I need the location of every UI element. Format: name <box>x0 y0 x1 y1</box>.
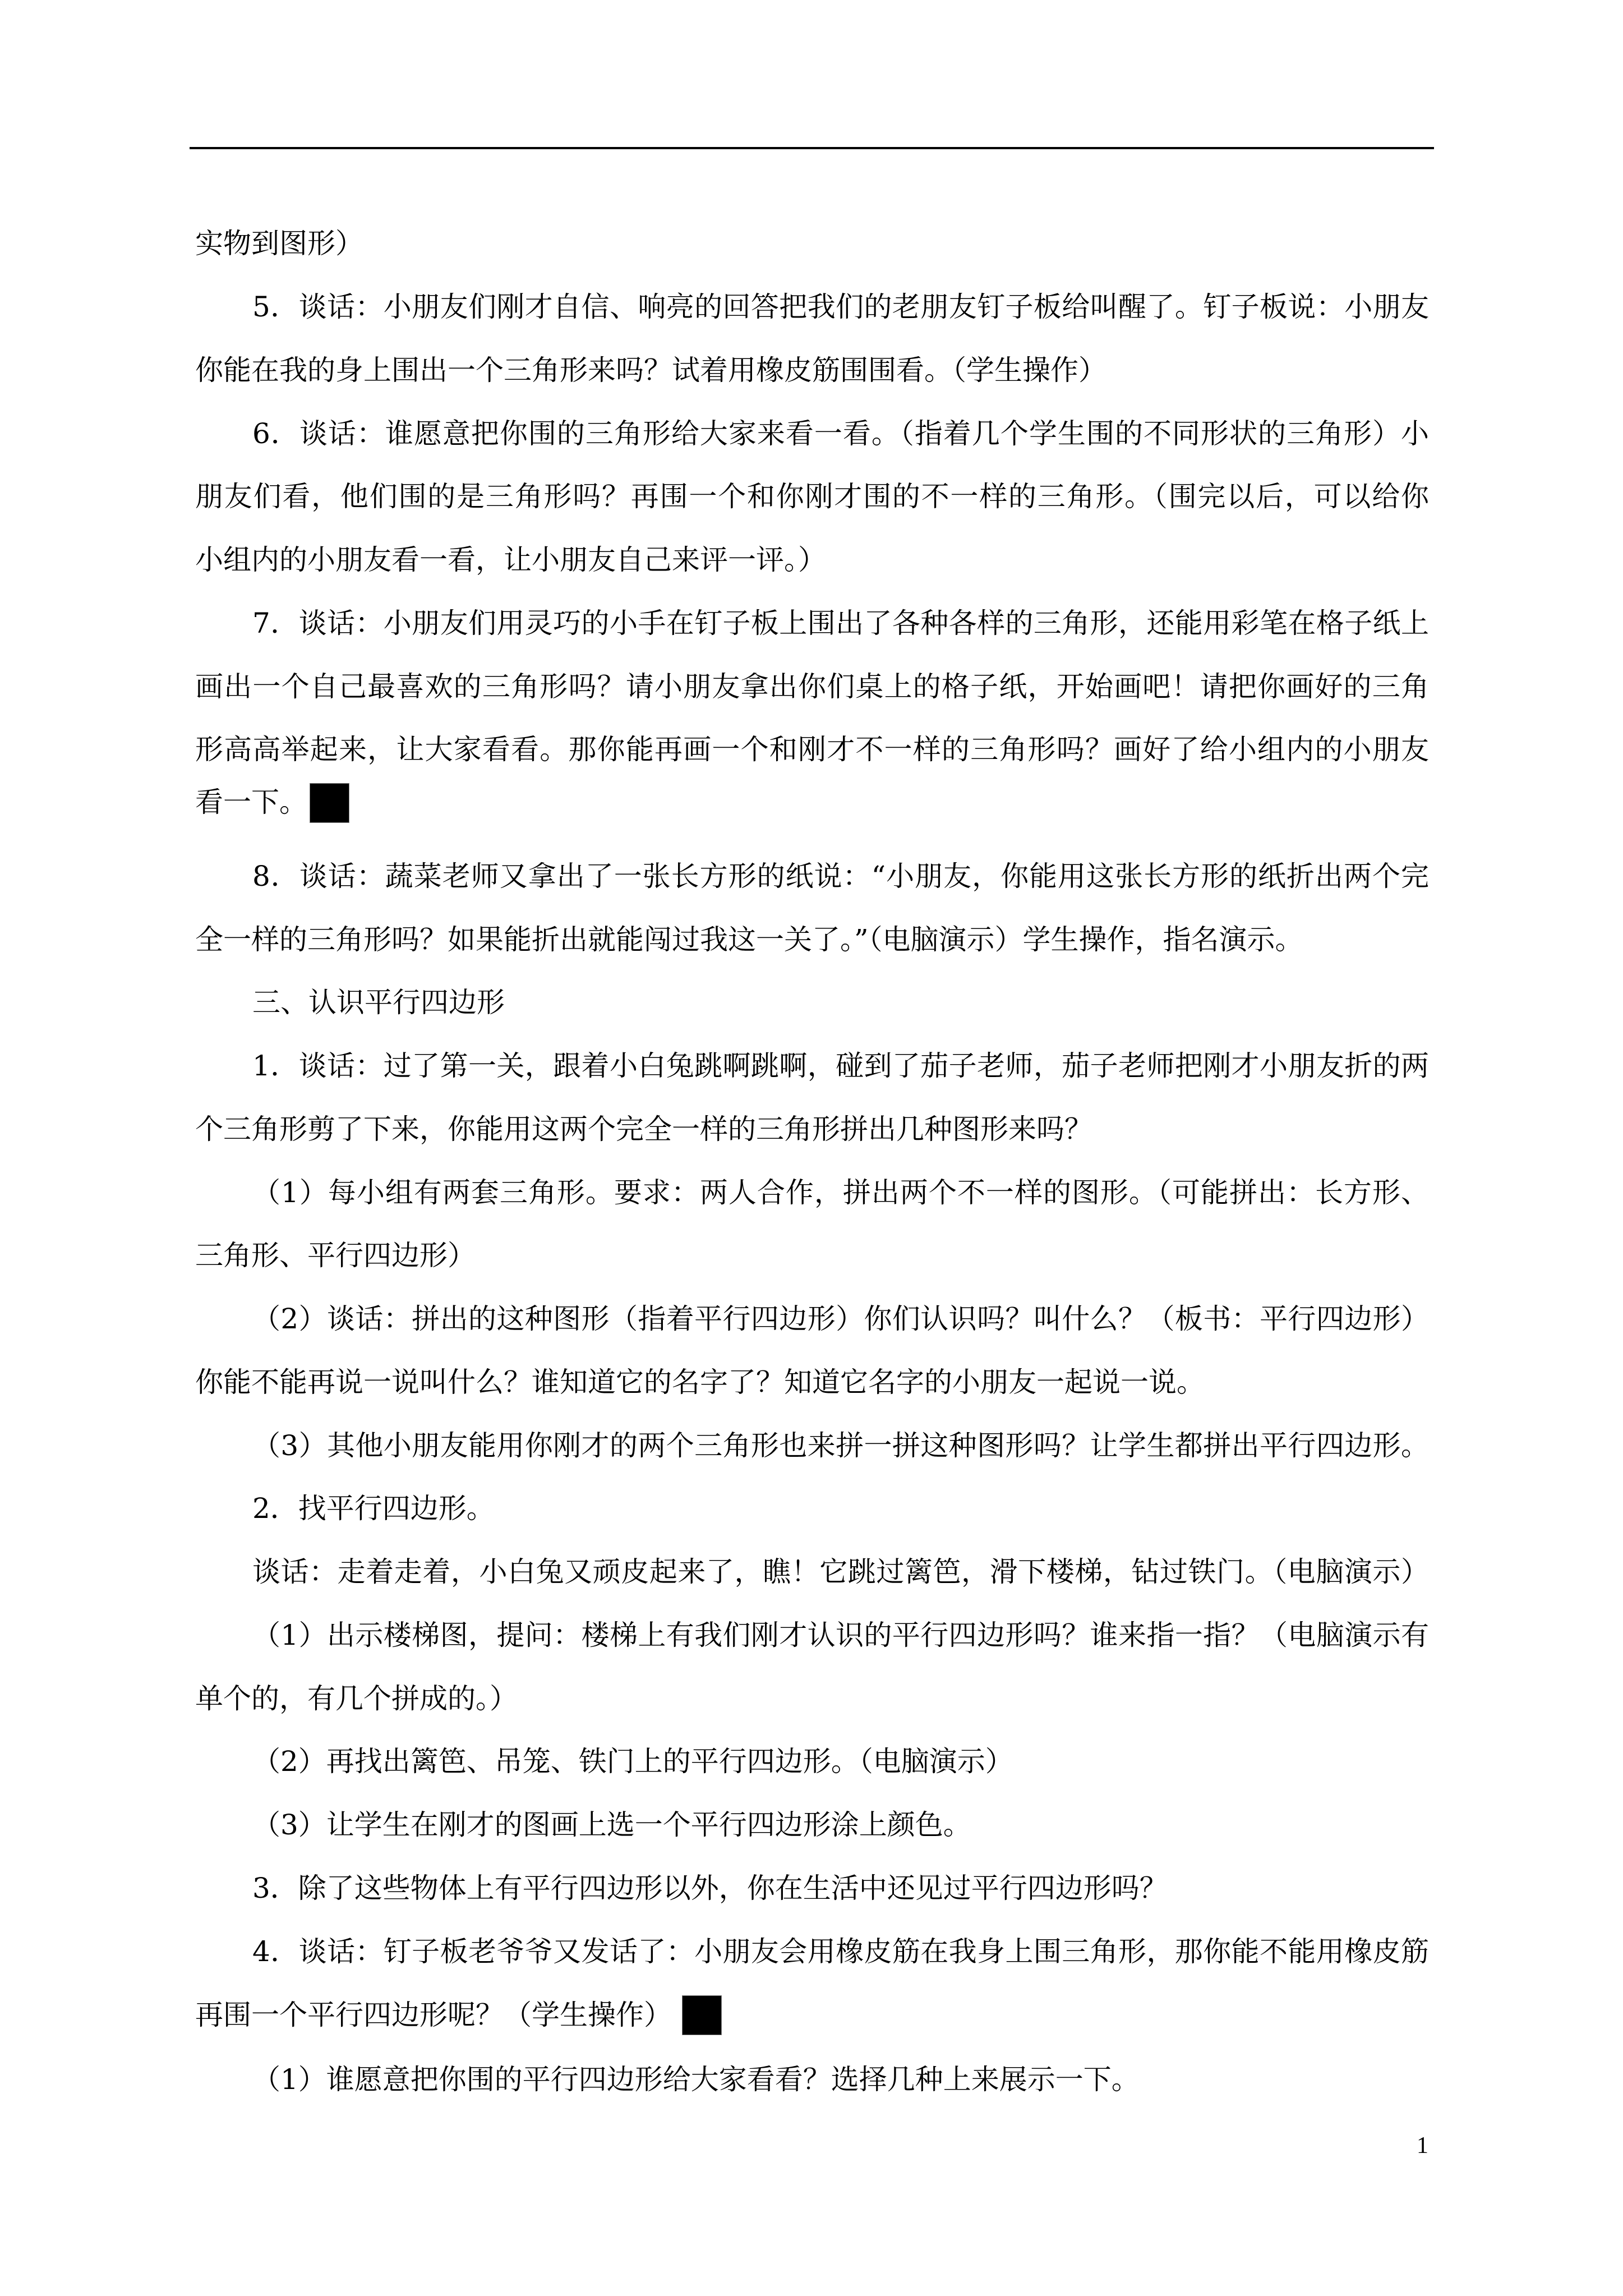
text-line: （2）再找出篱笆、吊笼、铁门上的平行四边形。（电脑演示） <box>252 1745 1013 1778</box>
text-line: （3）其他小朋友能用你刚才的两个三角形也来拼一拼这种图形吗？让学生都拼出平行四边形。 <box>252 1429 1429 1462</box>
text-line: 小组内的小朋友看一看，让小朋友自己来评一评。） <box>195 544 826 576</box>
text-line: （2）谈话：拼出的这种图形（指着平行四边形）你们认识吗？叫什么？（板书：平行四边形） <box>252 1303 1429 1335</box>
text-line: 形高高举起来，让大家看看。那你能再画一个和刚才不一样的三角形吗？画好了给小组内的小朋友 <box>195 733 1429 766</box>
text-line: 个三角形剪了下来，你能用这两个完全一样的三角形拼出几种图形来吗？ <box>195 1113 1092 1145</box>
text-line: 谈话：走着走着，小白兔又顽皮起来了，瞧！它跳过篱笆，滑下楼梯，钻过铁门。（电脑演示） <box>252 1556 1429 1588</box>
text-line: （1）谁愿意把你围的平行四边形给大家看看？选择几种上来展示一下。 <box>252 2063 1140 2096</box>
section-heading: 三、认识平行四边形 <box>252 986 505 1019</box>
text-line: 再围一个平行四边形呢？（学生操作） <box>195 1999 672 2031</box>
text-line: 6．谈话：谁愿意把你围的三角形给大家来看一看。（指着几个学生围的不同形状的三角形）小 <box>252 417 1429 450</box>
text-line: 三角形、平行四边形） <box>195 1239 476 1272</box>
text-line: 单个的，有几个拼成的。） <box>195 1682 518 1715</box>
text-line: 4．谈话：钉子板老爷爷又发话了：小朋友会用橡皮筋在我身上围三角形，那你能不能用橡皮筋 <box>252 1935 1429 1968</box>
header-rule <box>190 147 1434 149</box>
text-line: 朋友们看，他们围的是三角形吗？再围一个和你刚才围的不一样的三角形。（围完以后，可以给你 <box>195 480 1429 513</box>
redacted-box <box>310 783 349 823</box>
text-line: 1．谈话：过了第一关，跟着小白兔跳啊跳啊，碰到了茄子老师，茄子老师把刚才小朋友折的两 <box>252 1050 1429 1082</box>
text-line: （3）让学生在刚才的图画上选一个平行四边形涂上颜色。 <box>252 1809 971 1841</box>
text-line: 画出一个自己最喜欢的三角形吗？请小朋友拿出你们桌上的格子纸，开始画吧！请把你画好的三角 <box>195 670 1429 703</box>
text-line: 5．谈话：小朋友们刚才自信、响亮的回答把我们的老朋友钉子板给叫醒了。钉子板说：小朋友 <box>252 291 1429 323</box>
text-line: 全一样的三角形吗？如果能折出就能闯过我这一关了。”（电脑演示）学生操作，指名演示。 <box>195 923 1303 956</box>
redacted-box <box>682 1995 722 2035</box>
text-line: （1）出示楼梯图，提问：楼梯上有我们刚才认识的平行四边形吗？谁来指一指？（电脑演示有 <box>252 1619 1429 1651</box>
text-line: 看一下。 <box>195 786 307 818</box>
text-line: 2．找平行四边形。 <box>252 1492 495 1525</box>
text-line: 7．谈话：小朋友们用灵巧的小手在钉子板上围出了各种各样的三角形，还能用彩笔在格子纸上 <box>252 607 1429 639</box>
text-line: 8．谈话：蔬菜老师又拿出了一张长方形的纸说：“小朋友，你能用这张长方形的纸折出两个完 <box>252 860 1429 892</box>
text-line: （1）每小组有两套三角形。要求：两人合作，拼出两个不一样的图形。（可能拼出：长方形、 <box>252 1176 1429 1209</box>
text-line: 你能在我的身上围出一个三角形来吗？试着用橡皮筋围围看。（学生操作） <box>195 354 1106 386</box>
page-number: 1 <box>1417 2133 1428 2159</box>
text-line: 3．除了这些物体上有平行四边形以外，你在生活中还见过平行四边形吗？ <box>252 1872 1168 1904</box>
text-line: 你能不能再说一说叫什么？谁知道它的名字了？知道它名字的小朋友一起说一说。 <box>195 1366 1205 1398</box>
text-line: 实物到图形） <box>195 227 363 260</box>
